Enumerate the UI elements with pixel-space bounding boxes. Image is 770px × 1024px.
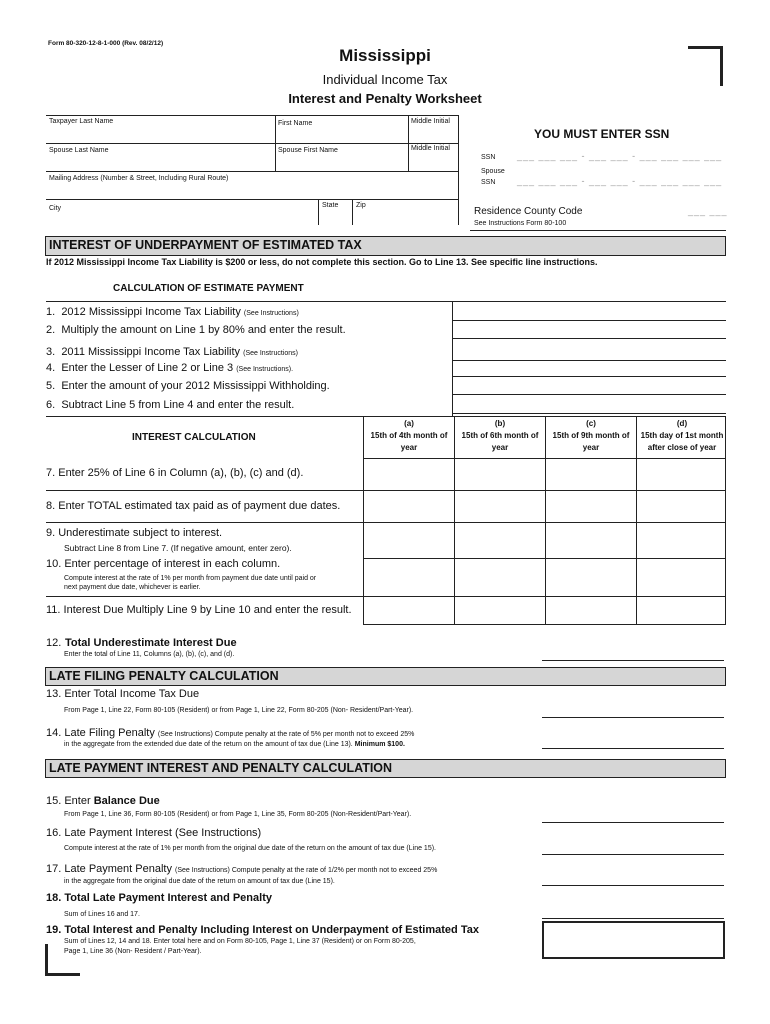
divider: [46, 416, 726, 417]
line-12-num: 12.: [46, 637, 62, 649]
line-text: Multiply the amount on Line 1 by 80% and enter the result.: [61, 324, 346, 336]
line-17-label: [46, 863, 437, 875]
county-code-label: Residence County Code: [474, 206, 583, 217]
estimate-line-1-input[interactable]: [453, 320, 726, 321]
spouse-ssn-input[interactable]: ___ ___ ___ - ___ ___ - ___ ___ ___ ___: [517, 176, 723, 186]
divider: [545, 416, 546, 624]
line-16-input[interactable]: [542, 840, 724, 855]
line-14-sub-text: in the aggregate from the extended due date of the return on the amount of tax due (Line 13).: [64, 741, 353, 748]
divider: [46, 171, 458, 172]
estimate-line-2-input[interactable]: [453, 338, 726, 339]
ssn-heading: YOU MUST ENTER SSN: [534, 127, 670, 141]
line-17-small: (See Instructions) Compute penalty at the rate of 1/2% per month not to exceed 25%: [175, 867, 438, 874]
column-line1: 15th of 6th month of: [461, 431, 539, 440]
grid-rule: [363, 490, 726, 491]
line-num: 3.: [46, 346, 56, 358]
line-11-label: 11. Interest Due Multiply Line 9 by Line 10 and enter the result.: [46, 604, 352, 616]
estimate-line-3: [46, 346, 298, 358]
corner-mark-bottom-left: [45, 944, 48, 976]
page-title-line2: Interest and Penalty Worksheet: [288, 91, 482, 106]
section-title-late-filing: LATE FILING PENALTY CALCULATION: [45, 667, 726, 686]
line-text: 2011 Mississippi Income Tax Liability: [61, 346, 241, 358]
column-header-d: [637, 418, 727, 454]
estimate-line-4-input[interactable]: [453, 376, 726, 377]
divider: [363, 416, 364, 624]
line-14-sub: [64, 741, 405, 748]
line-12-sub: Enter the total of Line 11, Columns (a), (b), (c), and (d).: [64, 651, 235, 658]
estimate-line-5: [46, 380, 330, 392]
grid-rule: [363, 558, 726, 559]
line-small: (See Instructions): [243, 310, 299, 317]
estimate-line-6: [46, 399, 294, 411]
estimate-line-2: [46, 324, 346, 336]
column-letter: (c): [586, 419, 596, 428]
estimate-line-6-input[interactable]: [453, 413, 726, 414]
line-13-label: 13. Enter Total Income Tax Due: [46, 688, 200, 700]
line-19-sub2: Page 1, Line 36 (Non- Resident / Part-Year).: [64, 948, 202, 955]
line-12-input[interactable]: [542, 646, 724, 661]
divider: [46, 143, 458, 144]
line-14-small: (See Instructions) Compute penalty at the rate of 5% per month not to exceed 25%: [157, 731, 415, 738]
line-19-label: 19. Total Interest and Penalty Including Interest on Underpayment of Estimated Tax: [46, 924, 479, 936]
grid-rule: [363, 458, 726, 459]
column-letter: (a): [404, 419, 414, 428]
divider: [470, 230, 726, 231]
section1-note: If 2012 Mississippi Income Tax Liability is $200 or less, do not complete this section. Go to Line 13. See specific line instructions.: [46, 257, 598, 267]
row-rule: [46, 522, 363, 523]
line-15-num: 15. Enter: [46, 795, 91, 807]
line-14-minimum: Minimum $100.: [354, 741, 405, 748]
divider: [454, 416, 455, 624]
divider: [46, 115, 458, 116]
column-header-b: [455, 418, 545, 454]
column-line1: 15th of 4th month of: [370, 431, 448, 440]
line-text: 2012 Mississippi Income Tax Liability: [61, 306, 241, 318]
line-15-input[interactable]: [542, 808, 724, 823]
line-15-sub: From Page 1, Line 36, Form 80-105 (Resident) or from Page 1, Line 35, Form 80-205 (Non-Resident/Part-Year).: [64, 811, 412, 818]
estimate-line-5-input[interactable]: [453, 394, 726, 395]
column-line2: year: [400, 443, 418, 452]
row-rule: [46, 596, 363, 597]
line-14-label: [46, 727, 414, 739]
line-18-sub: Sum of Lines 16 and 17.: [64, 911, 140, 918]
interest-heading: INTEREST CALCULATION: [132, 432, 256, 443]
line-9-sub: Subtract Line 8 from Line 7. (If negative amount, enter zero).: [64, 543, 292, 553]
county-code-note: See Instructions Form 80-100: [474, 220, 567, 227]
middle-initial-label: Middle Initial: [411, 118, 450, 125]
divider: [46, 301, 726, 302]
estimate-line-1: [46, 306, 299, 318]
column-line1: 15th of 9th month of: [552, 431, 630, 440]
line-13-input[interactable]: [542, 703, 724, 718]
line-19-input[interactable]: [542, 921, 725, 959]
divider: [458, 115, 459, 225]
line-num: 4.: [46, 362, 56, 374]
taxpayer-last-name-label: Taxpayer Last Name: [49, 118, 114, 125]
line-text: Subtract Line 5 from Line 4 and enter the result.: [61, 399, 295, 411]
zip-label: Zip: [356, 202, 366, 209]
spouse-first-name-label: Spouse First Name: [278, 147, 338, 154]
line-15-bold: Balance Due: [93, 795, 160, 807]
line-17-num: 17. Late Payment Penalty: [46, 863, 172, 875]
calc-heading: CALCULATION OF ESTIMATE PAYMENT: [113, 283, 304, 294]
column-header-c: [546, 418, 636, 454]
divider: [636, 416, 637, 624]
line-16-sub: Compute interest at the rate of 1% per month from the original due date of the return on the amount of tax due (Line 15).: [64, 845, 436, 852]
line-8-label: 8. Enter TOTAL estimated tax paid as of payment due dates.: [46, 500, 341, 512]
line-14-input[interactable]: [542, 734, 724, 749]
column-letter: (d): [676, 419, 688, 428]
line-18-label: 18. Total Late Payment Interest and Penalty: [46, 892, 272, 904]
spouse-ssn-label-1: Spouse: [481, 168, 505, 175]
line-num: 6.: [46, 399, 56, 411]
line-num: 5.: [46, 380, 56, 392]
spouse-middle-label: Middle Initial: [411, 145, 450, 152]
line-17-sub: in the aggregate from the original due date of the return on amount of tax due (Line 15).: [64, 878, 335, 885]
divider: [352, 199, 353, 225]
line-18-input[interactable]: [542, 904, 724, 919]
estimate-line-4: [46, 362, 293, 374]
spouse-ssn-label-2: SSN: [481, 179, 496, 186]
divider: [318, 199, 319, 225]
line-19-sub1: Sum of Lines 12, 14 and 18. Enter total here and on Form 80-105, Page 1, Line 37 (Resident) or on Form 80-205,: [64, 938, 416, 945]
ssn-label: SSN: [481, 154, 496, 161]
row-rule: [46, 490, 363, 491]
divider: [452, 302, 453, 416]
column-line2: year: [582, 443, 600, 452]
line-small: (See Instructions): [243, 350, 298, 357]
line-text: Enter the amount of your 2012 Mississippi Withholding.: [61, 380, 330, 392]
line-10-sub2: next payment due date, whichever is earlier.: [64, 584, 201, 591]
grid-rule: [363, 624, 726, 625]
page-title-state: Mississippi: [339, 46, 431, 65]
section-title-estimated-tax: INTEREST OF UNDERPAYMENT OF ESTIMATED TAX: [45, 236, 726, 256]
estimate-line-3-input[interactable]: [453, 360, 726, 361]
divider: [46, 199, 458, 200]
city-label: City: [49, 205, 62, 212]
grid-rule: [363, 596, 726, 597]
column-line2: year: [491, 443, 509, 452]
mailing-address-label: Mailing Address (Number & Street, Including Rural Route): [49, 175, 229, 182]
line-text: Enter the Lesser of Line 2 or Line 3: [61, 362, 234, 374]
line-12-label: Total Underestimate Interest Due: [65, 637, 237, 649]
line-14-num: 14. Late Filing Penalty: [46, 727, 155, 739]
line-small: (See Instructions).: [236, 366, 294, 373]
line-num: 1.: [46, 306, 56, 318]
county-code-input[interactable]: ___ ___: [688, 206, 728, 216]
spouse-last-name-label: Spouse Last Name: [49, 147, 109, 154]
form-number: Form 80-320-12-8-1-000 (Rev. 08/2/12): [48, 40, 164, 47]
column-letter: (b): [494, 419, 506, 428]
ssn-input[interactable]: ___ ___ ___ - ___ ___ - ___ ___ ___ ___: [517, 151, 723, 161]
state-label: State: [322, 202, 339, 209]
line-15-label: [46, 795, 160, 807]
line-9-label: 9. Underestimate subject to interest.: [46, 527, 223, 539]
divider: [725, 416, 726, 624]
line-10-sub1: Compute interest at the rate of 1% per month from payment due date until paid or: [64, 575, 317, 582]
corner-mark-bottom-left-horizontal: [45, 973, 80, 976]
column-line1: 15th day of 1st month: [640, 431, 724, 440]
first-name-label: First Name: [278, 120, 313, 127]
line-7-label: 7. Enter 25% of Line 6 in Column (a), (b), (c) and (d).: [46, 467, 304, 479]
column-header-a: [364, 418, 454, 454]
section-title-late-payment: LATE PAYMENT INTEREST AND PENALTY CALCULATION: [45, 759, 726, 778]
line-17-input[interactable]: [542, 871, 724, 886]
grid-rule: [363, 522, 726, 523]
column-line2: after close of year: [647, 443, 717, 452]
line-num: 2.: [46, 324, 56, 336]
page-title-line1: Individual Income Tax: [322, 72, 448, 87]
line-16-label: 16. Late Payment Interest (See Instructions): [46, 827, 262, 839]
line-10-label: 10. Enter percentage of interest in each column.: [46, 558, 281, 570]
line-13-sub: From Page 1, Line 22, Form 80-105 (Resident) or from Page 1, Line 22, Form 80-205 (Non- Resident/Part-Year).: [64, 707, 414, 714]
